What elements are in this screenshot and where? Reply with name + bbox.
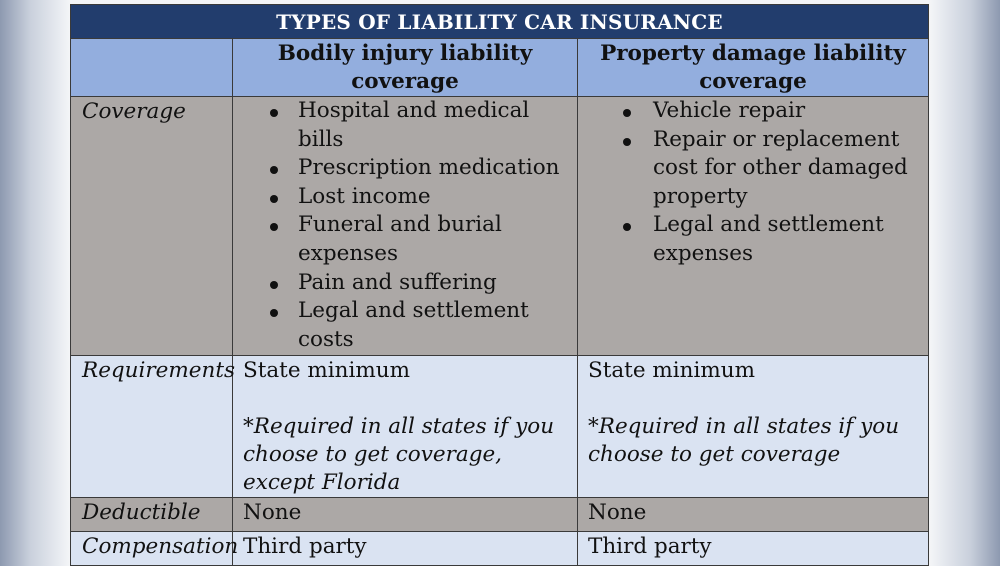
requirements-bodily-main: State minimum xyxy=(243,358,410,383)
table-title-row xyxy=(71,5,929,39)
row-label-compensation: Compensation xyxy=(71,532,233,566)
list-item: Vehicle repair xyxy=(578,97,928,126)
requirements-bodily-note: *Required in all states if you choose to get coverage, except Florida xyxy=(243,414,555,495)
table-row-requirements xyxy=(71,356,929,498)
list-item: Legal and settlement costs xyxy=(233,297,577,354)
table-row-deductible xyxy=(71,498,929,532)
header-property-damage: Property damage liability coverage xyxy=(578,39,929,97)
table-row-compensation xyxy=(71,532,929,566)
coverage-bodily-list xyxy=(233,97,577,354)
table-row-coverage xyxy=(71,97,929,356)
deductible-property-cell: None xyxy=(578,498,929,532)
requirements-property-cell xyxy=(578,356,929,498)
list-item: Hospital and medical bills xyxy=(233,97,577,154)
liability-insurance-table xyxy=(70,4,929,566)
row-label-coverage: Coverage xyxy=(71,97,233,356)
deductible-bodily-cell: None xyxy=(233,498,578,532)
list-item: Repair or replacement cost for other damaged property xyxy=(578,126,928,212)
requirements-property-note: *Required in all states if you choose to get coverage xyxy=(588,414,900,467)
header-empty-cell xyxy=(71,39,233,97)
row-label-deductible: Deductible xyxy=(71,498,233,532)
compensation-bodily-cell: Third party xyxy=(233,532,578,566)
row-label-requirements: Requirements xyxy=(71,356,233,498)
coverage-property-list xyxy=(578,97,928,269)
list-item: Legal and settlement expenses xyxy=(578,211,928,268)
list-item: Prescription medication xyxy=(233,154,577,183)
coverage-bodily-cell xyxy=(233,97,578,356)
header-bodily-injury: Bodily injury liability coverage xyxy=(233,39,578,97)
insurance-table-frame xyxy=(70,4,930,559)
list-item: Pain and suffering xyxy=(233,269,577,298)
table-title: TYPES OF LIABILITY CAR INSURANCE xyxy=(71,5,929,39)
list-item: Lost income xyxy=(233,183,577,212)
table-header-row xyxy=(71,39,929,97)
list-item: Funeral and burial expenses xyxy=(233,211,577,268)
requirements-bodily-cell xyxy=(233,356,578,498)
coverage-property-cell xyxy=(578,97,929,356)
compensation-property-cell: Third party xyxy=(578,532,929,566)
requirements-property-main: State minimum xyxy=(588,358,755,383)
